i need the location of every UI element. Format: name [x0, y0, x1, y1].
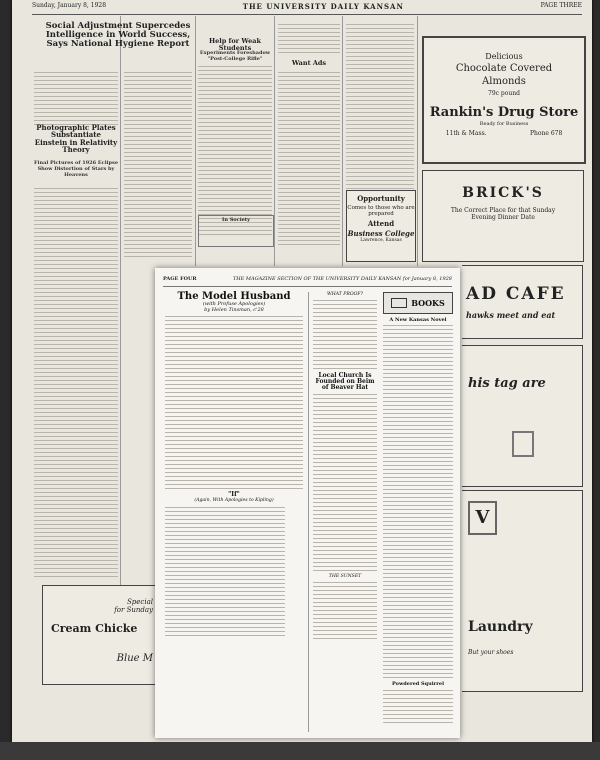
- headline-social: Social Adjustment Supercedes Intelligence in World Success, Says National Hygiene Report: [45, 21, 191, 49]
- story-byline: by Helen Tinsman, c'28: [204, 307, 264, 313]
- books-banner: [383, 292, 453, 314]
- ad-tag: [462, 345, 583, 487]
- magazine-insert-page: [155, 268, 460, 738]
- insert-section-title: THE MAGAZINE SECTION OF THE UNIVERSITY DAILY KANSAN for January 8, 1928: [232, 276, 452, 282]
- ad-business-college: [346, 190, 416, 262]
- ad-bricks: [422, 170, 584, 262]
- ad-chocolate-line4: 79c pound: [488, 90, 520, 97]
- ad-cream-line2: for Sunday: [114, 606, 153, 614]
- article-text: [198, 66, 272, 238]
- subhead-photographic: Final Pictures of 1926 Eclipse Show Distortion of Stars by Heavens: [34, 160, 119, 178]
- ad-opportunity-line2: Comes to those who are prepared: [347, 205, 415, 217]
- headline-local-church: Local Church Is Founded on Beim of Beaver Hat: [315, 372, 375, 391]
- headline-powdered-squirrel: Powdered Squirrel: [392, 681, 444, 687]
- review-text: [383, 325, 453, 678]
- column-rule: [417, 16, 418, 266]
- ad-opportunity-name: Business College: [347, 229, 415, 238]
- classified-text: [278, 72, 340, 248]
- ad-cream-line1: Special: [127, 598, 153, 606]
- book-icon: [391, 298, 407, 308]
- story-title-model-husband: The Model Husband: [177, 291, 291, 302]
- ad-cafe-sub: hawks meet and eat: [466, 310, 556, 320]
- headline-want-ads: Want Ads: [291, 59, 327, 67]
- header-date: Sunday, January 8, 1928: [32, 2, 107, 9]
- insert-page-number: PAGE FOUR: [163, 276, 197, 282]
- society-box: [198, 215, 274, 247]
- article-text: [34, 188, 118, 580]
- poem-subtitle: (Again, With Apologies to Kipling): [194, 498, 274, 503]
- poem-what-proof: WHAT PROOF?: [326, 292, 364, 297]
- ad-laundry-sub: But your shoes: [468, 649, 514, 656]
- ad-laundry: [462, 490, 583, 692]
- books-title: BOOKS: [411, 298, 445, 308]
- ad-tag-text: his tag are: [468, 376, 546, 391]
- headline-photographic: Photographic Plates Substantiate Einstein in Relativity Theory: [34, 123, 118, 155]
- ad-opportunity-line1: Opportunity: [357, 194, 405, 203]
- ad-rankin-address: 11th & Mass.: [445, 130, 487, 137]
- headline-help: Help for Weak Students: [209, 37, 261, 52]
- story-text: [313, 394, 377, 571]
- v-logo-icon: V: [468, 501, 497, 535]
- subhead-help: Experiments Foreshadow "Post-College Rifle": [199, 50, 271, 62]
- ad-opportunity-line3: Attend: [367, 219, 395, 228]
- header-paper: THE UNIVERSITY DAILY KANSAN: [242, 2, 404, 11]
- ad-chocolate-line3: Almonds: [482, 76, 526, 87]
- column-rule: [342, 16, 343, 266]
- story-subtitle: (with Profuse Apologies): [202, 301, 266, 307]
- insert-left-column: [165, 291, 303, 639]
- newspaper-page: [12, 0, 592, 742]
- headline-new-novel: A New Kansas Novel: [389, 317, 447, 323]
- story-text: [165, 316, 303, 489]
- ad-rankin-phone: Phone 678: [529, 130, 563, 137]
- insert-right-column: [383, 292, 453, 726]
- column-rule: [195, 16, 196, 266]
- poem-title: "If": [228, 491, 240, 498]
- page-header: [32, 2, 582, 15]
- article-text: [124, 72, 192, 260]
- ad-bricks-name: BRICK'S: [462, 185, 544, 201]
- ad-cafe: [462, 265, 583, 339]
- society-title: In Society: [221, 217, 250, 223]
- classified-text: [346, 24, 414, 216]
- column-rule: [274, 16, 275, 266]
- poem-sunset: THE SUNSET: [328, 574, 362, 579]
- ad-rankin-name: Rankin's Drug Store: [429, 105, 579, 120]
- header-page: PAGE THREE: [540, 2, 582, 9]
- ad-cream-chicken: [42, 585, 157, 685]
- ad-opportunity-city: Lawrence, Kansas: [360, 238, 402, 243]
- emblem-icon: [512, 431, 534, 457]
- column-rule: [120, 16, 121, 596]
- ad-rankin-sub: Ready for Business: [479, 121, 529, 127]
- ad-bricks-sub: The Correct Place for that Sunday Evening Dinner Date: [450, 207, 556, 221]
- ad-laundry-name: Laundry: [468, 619, 533, 635]
- ad-cream-name: Cream Chicke: [51, 622, 138, 635]
- ad-chocolate-line1: Delicious: [485, 52, 523, 61]
- article-text: [34, 72, 118, 128]
- ad-cream-sub: Blue M: [116, 653, 153, 664]
- column-rule: [308, 292, 309, 732]
- insert-middle-column: [313, 292, 377, 642]
- ad-chocolate-line2: Chocolate Covered: [455, 63, 553, 74]
- poem-text: [165, 507, 285, 636]
- ad-chocolate: [422, 36, 586, 164]
- ad-cafe-name: AD CAFE: [466, 284, 566, 304]
- scan-border: [0, 742, 600, 760]
